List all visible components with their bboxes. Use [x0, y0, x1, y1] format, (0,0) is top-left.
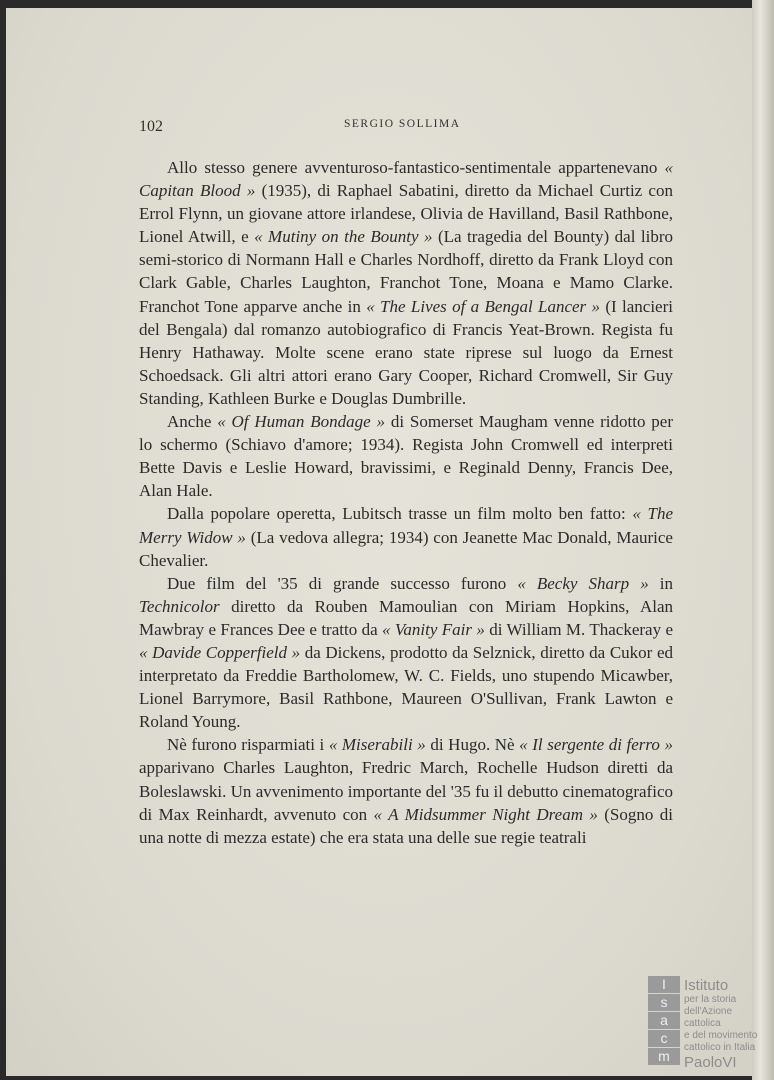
text-run: (La vedova allegra; 1934) con Jeanette Mac Donald, Maurice Chevalier. — [139, 527, 673, 570]
logo-name: PaoloVI — [684, 1054, 737, 1071]
text-run: in — [648, 573, 673, 593]
text-run: (1935), di Raphael Sabatini, diretto da Michael Curtiz con Errol Flynn, un giovane attore irlandese, Olivia de Havilland, Basil Rathbone, Lionel Atwill, e — [139, 181, 673, 247]
italic-title: « Becky Sharp » — [517, 573, 649, 593]
logo-title: Istituto — [684, 977, 729, 994]
italic-title: « The Merry Widow » — [139, 504, 674, 547]
italic-title: « Il sergente di ferro » — [519, 735, 673, 755]
logo-letter: I — [648, 976, 680, 993]
text-run: di Somerset Maugham venne ridotto per lo schermo (Schiavo d'amore; 1934). Regista John Cromwell ed interpreti Bette Davis e Leslie Howard, bravissimi, e Reginald Denny, Francis Dee, Alan Hale. — [139, 412, 674, 501]
italic-title: « Miserabili » — [328, 735, 426, 755]
logo-line: per la storia — [684, 994, 737, 1005]
text-run: (La tragedia del Bounty) dal libro semi-storico di Normann Hall e Charles Nordhoff, diretto da Frank Lloyd con Clark Gable, Charles Laughton, Franchot Tone, Moana e Mamo Clarke. Franchot Tone apparve anche in — [139, 227, 674, 316]
logo-text — [684, 978, 770, 1072]
logo-line: dell'Azione cattolica — [684, 1006, 733, 1029]
text-run: di Hugo. Nè — [425, 735, 520, 755]
text-run: di William M. Thackeray e — [484, 619, 673, 639]
text-run: apparivano Charles Laughton, Fredric March, Rochelle Hudson diretti da Boleslawski. Un avvenimento importante del '35 fu il debutto cinematografico di Max Reinhardt, avvenuto con — [139, 758, 673, 824]
logo-letter: m — [648, 1048, 680, 1065]
body-text — [139, 156, 673, 849]
italic-title: « Davide Copperfield » — [139, 642, 301, 662]
logo-letter: s — [648, 994, 680, 1011]
paragraph — [139, 572, 673, 734]
italic-title: « Of Human Bondage » — [217, 412, 385, 432]
logo-letter-blocks — [648, 976, 680, 1066]
italic-title: Technicolor — [139, 596, 220, 616]
logo-letter: c — [648, 1030, 680, 1047]
page-header — [139, 116, 673, 140]
logo-line: cattolico in Italia — [684, 1042, 756, 1053]
paragraph — [139, 410, 673, 502]
text-run: (I lancieri del Bengala) dal romanzo autobiografico di Francis Yeat-Brown. Regista fu Henry Hathaway. Molte scene erano state riprese sul luogo da Ernest Schoedsack. Gli altri attori erano Gary Cooper, Richard Cromwell, Sir Guy Standing, Kathleen Burke e Douglas Dumbrille. — [139, 296, 673, 408]
text-run: Nè furono risparmiati i — [167, 735, 329, 755]
text-run: Due film del '35 di grande successo furono — [167, 573, 518, 593]
text-run: Allo stesso genere avventuroso-fantastico-sentimentale appartenevano — [167, 158, 665, 177]
page-number: 102 — [139, 118, 163, 135]
paragraph — [139, 156, 673, 410]
text-run: Dalla popolare operetta, Lubitsch trasse un film molto ben fatto: — [167, 504, 633, 524]
paragraph — [139, 502, 673, 571]
italic-title: « A Midsummer Night Dream » — [373, 804, 598, 824]
italic-title: « Capitan Blood » — [139, 158, 673, 201]
logo-line: e del movimento — [684, 1030, 758, 1041]
paragraph — [139, 733, 673, 848]
italic-title: « The Lives of a Bengal Lancer » — [366, 296, 601, 316]
watermark-logo — [648, 976, 768, 1071]
logo-letter: a — [648, 1012, 680, 1029]
text-run: (Sogno di una notte di mezza estate) che era stata una delle sue regie teatrali — [139, 804, 674, 847]
text-run: diretto da Rouben Mamoulian con Miriam Hopkins, Alan Mawbray e Frances Dee e tratto da — [139, 596, 673, 639]
italic-title: « Mutiny on the Bounty » — [254, 227, 433, 247]
text-run: da Dickens, prodotto da Selznick, diretto da Cukor ed interpretato da Freddie Bartholomew, W. C. Fields, uno stupendo Micawber, Lionel Barrymore, Basil Rathbone, Maureen O'Sullivan, Frank Lawton e Roland Young. — [139, 642, 673, 732]
page-edge — [752, 0, 774, 1080]
running-head: SERGIO SOLLIMA — [344, 118, 461, 130]
text-run: Anche — [167, 412, 218, 432]
italic-title: « Vanity Fair » — [382, 619, 485, 639]
